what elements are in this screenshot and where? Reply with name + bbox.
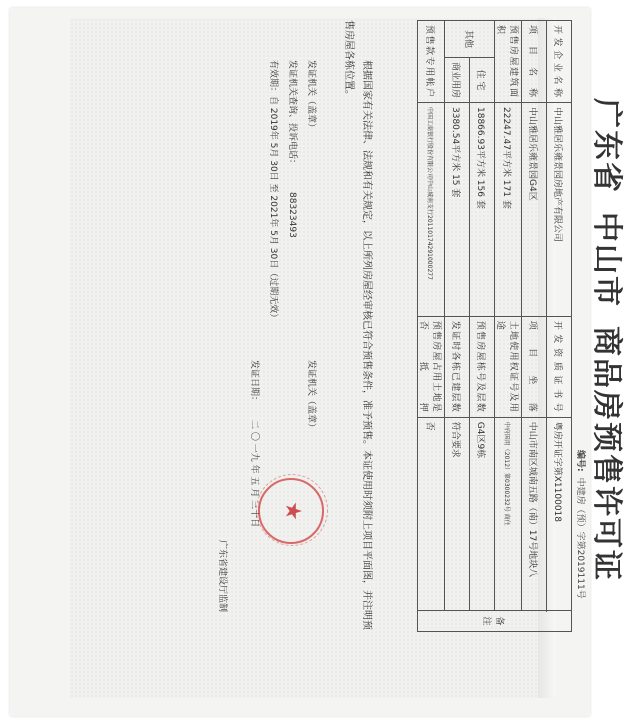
land-use-label: 土地使用权证号及用途 <box>495 316 522 417</box>
area-value: 22247.47平方米 171 套 <box>495 103 522 317</box>
qual-cert-label: 开发资质证书号 <box>547 316 572 417</box>
issuer-label: 广东省建设厅监制 <box>217 540 227 613</box>
serial-label: 编号: <box>575 450 585 472</box>
table-row <box>418 21 445 632</box>
legal-statement <box>339 20 375 640</box>
footer-row <box>282 60 301 660</box>
document-footer <box>244 60 320 660</box>
phone-number: 88323493 <box>287 192 297 238</box>
presale-buildings-value: G4区9栋 <box>470 417 495 610</box>
land-use-value: 中府国用（2012）第0300232号 商住 <box>495 417 522 610</box>
commercial-label: 商业用房 <box>445 58 470 103</box>
table-row <box>445 21 470 632</box>
footer-row <box>244 60 263 660</box>
account-value: 中国工商银行股份有限公司中山城南支行20110174291000277 <box>418 103 445 317</box>
developer-value: 中山雅居乐雍景园房地产有限公司 <box>547 103 572 317</box>
area-label: 预售房屋建筑面积 <box>495 21 522 103</box>
title-province: 广东省 <box>589 98 624 194</box>
license-table <box>417 20 572 632</box>
location-label: 项目坐落 <box>522 316 547 417</box>
presale-buildings-label: 预售房屋栋号及层数 <box>470 316 495 417</box>
project-label: 项目名称 <box>522 21 547 103</box>
validity-text: 有效期：自 2019年 5月 30日 至 2021年 5月 30日（过期无效） <box>268 60 278 323</box>
developer-label: 开发企业名称 <box>547 21 572 103</box>
footer-row <box>263 60 282 660</box>
serial-number <box>575 20 588 640</box>
authority-label: 发证机关（盖章） <box>306 60 316 133</box>
land-occupancy-value: 否 <box>418 417 445 610</box>
statement-line-2: 售房屋各栋位置。 <box>343 20 354 100</box>
table-row <box>547 21 572 632</box>
location-value: 中山市南区城南五路（南）17号地块八 <box>522 417 547 610</box>
qual-cert-value: 粤房开证字第X1100018 <box>547 417 572 610</box>
cert-buildings-label: 发证时各栋已建层数 <box>445 316 470 417</box>
residential-value: 18866.93平方米 156 套 <box>470 103 495 317</box>
presale-license-document <box>200 0 640 660</box>
note-label: 备注 <box>418 611 572 632</box>
residential-label: 住 宅 <box>470 58 495 103</box>
commercial-value: 3380.54平方米 15 套 <box>445 103 470 317</box>
query-label: 发证机关查询、投诉电话： <box>287 60 297 169</box>
other-label: 其他 <box>445 21 495 58</box>
document-title <box>588 40 632 640</box>
authority-seal-label: 发证机关（盖章） <box>306 360 316 433</box>
land-occupancy-label: 预售房屋占用土地是否抵押 <box>418 316 445 417</box>
statement-line-1: 根据国家有关法律、法规和有关规定，以上所列房屋经审核已符合预售条件，准予预售。本证使用时须附上项目平面图，并注明预 <box>361 60 372 630</box>
table-row <box>522 21 547 632</box>
title-name: 商品房预售许可证 <box>589 326 624 582</box>
account-label: 预售款专用帐户 <box>418 21 445 103</box>
project-value: 中山雅居乐雍景园G4区 <box>522 103 547 317</box>
title-city: 中山市 <box>589 212 624 308</box>
footer-row <box>301 60 320 660</box>
cert-buildings-value: 符合要求 <box>445 417 470 610</box>
table-row <box>470 21 495 632</box>
serial-value: 中建房（预）字第2019111号 <box>575 477 585 599</box>
official-seal-icon: ★ <box>258 478 324 544</box>
table-row <box>495 21 522 632</box>
issue-date-value: 二 〇 一九 年 五 月 三十日 <box>249 420 259 528</box>
issue-date-label: 发证日期： <box>249 360 259 406</box>
